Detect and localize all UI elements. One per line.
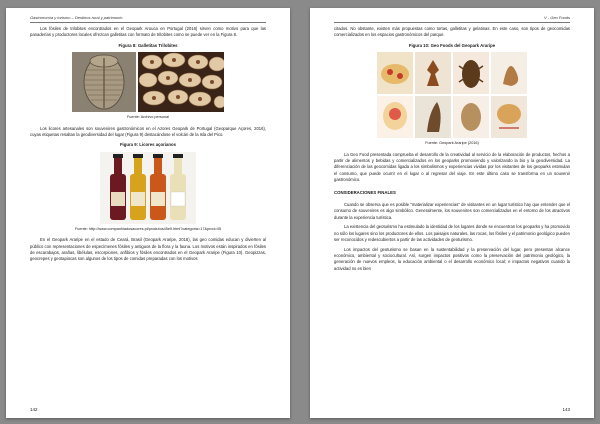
figure-caption: Figura 9: Licores açorianos	[119, 142, 177, 148]
paragraph: En el Geopark Araripe en el estado de Ceará, Brasil (Geopark Araripe, 2016), las geo comidas educan y divierten al público con representaciones de especímenes fósiles y antiguos de la flora y la fauna. Los motivos están inspirados en fósiles de escarabajos, arañas, libélulas, escorpiones, anfibios y fósiles encontrados en el Geopark Araripe (Figura 10). Geopizzas, geocrepes y geotapiocas son algunos de los tipos de comidas preparadas con los motivos	[30, 237, 266, 262]
paragraph: La existencia del geoturismo ha estimulado la identidad de los lugares donde se encuentran los geoparks y ha promovido no sólo los lugares sino los productores de ellos. Los paisajes naturales, las rocas, los fósiles y el patrimonio geológico pueden ser reconocidos y redescubiertos a partir de las actividades de geoturismo.	[334, 224, 570, 243]
section-heading: CONSIDERACIONES FINALES	[334, 189, 396, 195]
figure-source: Fuente: Archivo personal	[126, 115, 169, 120]
running-header: V - Geo Foods	[543, 15, 570, 20]
paragraph: Los licores artesanales son souvenires gastronómicos en el Azores Geopark de Portugal (Geoparque Açores, 2016), cuyas etiquetas resaltan la geodiversidad del lugar (Figura 9) destacándose el volcán de la Isla del Pico.	[30, 125, 266, 138]
header-rule	[334, 22, 570, 23]
figure-source: Fuente: Geopark Araripe (2016)	[425, 141, 479, 146]
figure-caption: Figura 8: Galletitas Trilobites	[118, 42, 178, 48]
paragraph: Cuando se observa que es posible "materializar experiencias" de visitantes en un lugar turístico hay que entender que el consumo de souvenires es algo simbólico. Generalmente, los souvenires son comercializados en el entorno de los atractivos durante la experiencia turística.	[334, 202, 570, 220]
right-page	[310, 8, 594, 418]
figure-8-images	[30, 52, 266, 112]
trilobite-photo	[72, 52, 136, 112]
paragraph: Los fósiles de trilobites encontrados en el Geopark Arouca en Portugal (2016) sirven como motivo para que las panaderías y productores locales ofrezcan galletitas con formato de trilobites como se puede ver en la Figura 8.	[30, 26, 266, 38]
geo-foods-collage	[377, 52, 527, 138]
left-page	[6, 8, 290, 418]
liqueur-bottles-photo	[100, 152, 196, 224]
figure-10-images	[334, 52, 570, 138]
page-number: 142	[30, 407, 38, 412]
running-header: Gastronomía y turismo – Destinos rural y patrimonio	[30, 15, 123, 20]
paragraph: La Geo Food presentada comprueba el desarrollo de la creatividad al servicio de la elaboración de productos, hechos a partir de alimentos y bebidas y comercializados en los geoparks promoviendo y valorizando la bio y la geodiversidad. La diferenciación de las geocomidas ligada a los simbolismos y experiencias vividas por los visitantes de los geoparks estimulan el consumo, que puede ocurrir en el lugar o al regresar del viaje. En este último caso se transforma en un souvenir gastronómico.	[334, 151, 570, 183]
figure-9-images	[30, 152, 266, 224]
page-number: 143	[562, 407, 570, 412]
cookies-photo	[138, 52, 224, 112]
right-body	[334, 26, 570, 275]
header-rule	[30, 22, 266, 23]
paragraph: citados. No obstante, existen más propuestas como tortas, galletitas y gelatinas. En este caso, son tipos de geocomidas comercializados en los espacios gastronómicos del parque.	[334, 26, 570, 38]
paragraph: Los impactos del geoturismo se basan en la sustentabilidad y la preservación del lugar, pero presentan alcance económico, ambiental y sociocultural. Así, surgen impactos positivos como la preservación del patrimonio geológico, la generación de nuevos empleos, la educación ambiental o el desarrollo económico local; e impactos negativos cuando la actividad no es bien	[334, 246, 570, 271]
left-body	[30, 26, 266, 266]
figure-source: Fuente: http://www.companhiadosacores.pt/produtos45e9.html?categoria=17&prod=45	[74, 226, 222, 231]
figure-caption: Figura 10: Geo Foods del Geopark Araripe	[408, 42, 496, 48]
